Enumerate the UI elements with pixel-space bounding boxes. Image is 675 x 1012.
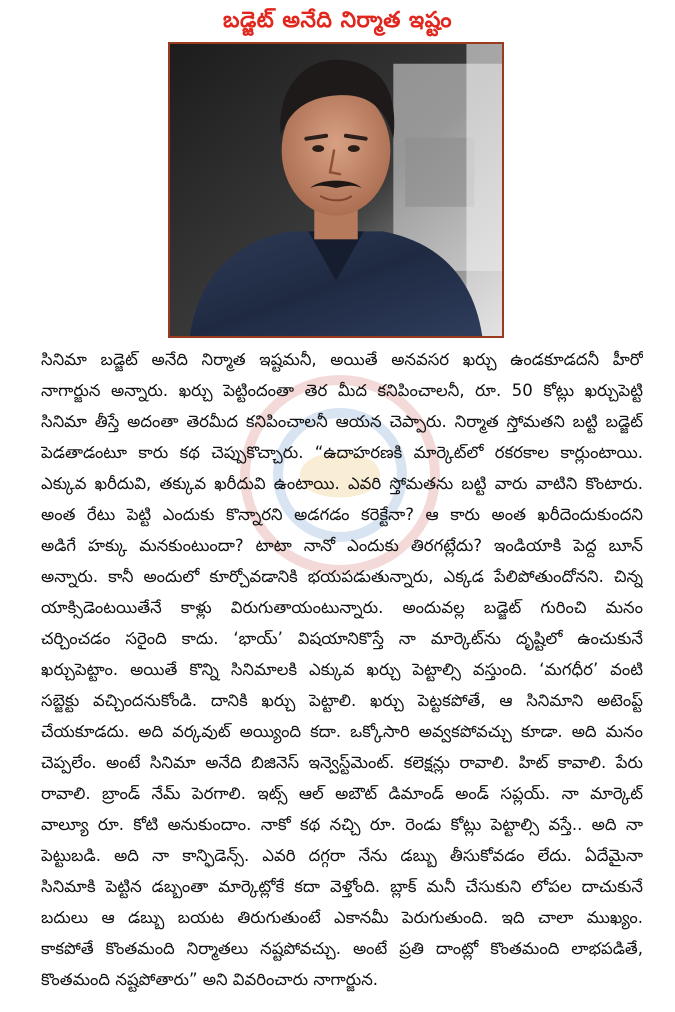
- article-line: ఖర్చుపెట్టాం. అయితే కొన్ని సినిమాలకి ఎక్కువ ఖర్చు పెట్టాల్సి వస్తుంది. ‘మగధీర’ వంటి: [41, 660, 643, 679]
- article-line: సబ్జెక్టు వచ్చిందనుకోండి. దానికి ఖర్చు పెట్టాలి. ఖర్చు పెట్టకపోతే, ఆ సినిమాని అటెంప్ట్: [41, 691, 643, 710]
- article-line: రావాలి. బ్రాండ్ నేమ్ పెరగాలి. ఇట్స్ ఆల్ అబౌట్ డిమాండ్ అండ్ సప్లయ్. నా మార్కెట్: [41, 784, 643, 803]
- article-line: చేయకూడదు. అది వర్కవుట్ అయ్యింది కదా. ఒక్కోసారి అవ్వకపోవచ్చు కూడా. అది మనం: [41, 722, 643, 741]
- article-body: [41, 344, 643, 995]
- article-line: అన్నారు. కానీ అందులో కూర్చోవడానికి భయపడుతున్నారు, ఎక్కడ పేలిపోతుందోనని. చిన్న: [41, 567, 643, 586]
- article-line: చెప్పలేం. అంటే సినిమా అనేది బిజినెస్ ఇన్వెస్ట్‌మెంట్. కలెక్షన్లు రావాలి. హిట్ కావాలి. పేరు: [41, 753, 643, 772]
- article-line: సినిమాకి పెట్టిన డబ్బంతా మార్కెట్లోకే కదా వెళ్తోంది. బ్లాక్ మనీ చేసుకుని లోపల దాచుకునే: [41, 877, 643, 896]
- actor-photo: [168, 42, 504, 338]
- article-line: సినిమా బడ్జెట్ అనేది నిర్మాత ఇష్టమనీ, అయితే అనవసర ఖర్చు ఉండకూడదనీ హీరో: [41, 350, 643, 369]
- actor-photo-illustration: [170, 44, 502, 336]
- article-line: కొంతమంది నష్టపోతారు” అని వివరించారు నాగార్జున.: [41, 970, 379, 989]
- article-line: యాక్సిడెంటయితేనే కాళ్లు విరుగుతాయంటున్నారు. అందువల్ల బడ్జెట్ గురించి మనం: [41, 598, 643, 617]
- article-line: అంత రేటు పెట్టి ఎందుకు కొన్నారని అడగడం కరెక్టేనా? ఆ కారు అంత ఖరీదెందుకుందని: [41, 505, 643, 524]
- article-line: వాల్యూ రూ. కోటి అనుకుందాం. నాకో కథ నచ్చి రూ. రెండు కోట్లు పెట్టాల్సి వస్తే.. అది నా: [41, 815, 643, 834]
- article-line: పెట్టుబడి. అది నా కాన్ఫిడెన్స్. ఎవరి దగ్గరా నేను డబ్బు తీసుకోవడం లేదు. ఏదేమైనా: [41, 846, 643, 865]
- article-line: పెడతాడంటూ కారు కథ చెప్పుకొచ్చారు. “ఉదాహరణకి మార్కెట్‌లో రకరకాల కార్లుంటాయి.: [41, 443, 643, 462]
- article-line: ఎక్కువ ఖరీదువి, తక్కువ ఖరీదువి ఉంటాయి. ఎవరి స్తోమతను బట్టి వారు వాటిని కొంటారు.: [41, 474, 643, 493]
- article-line: సినిమా తీస్తే అదంతా తెరమీద కనిపించాలనీ ఆయన చెప్పారు. నిర్మాత స్తోమతని బట్టి బడ్జెట్: [41, 412, 643, 431]
- article-line: అడిగే హక్కు మనకుంటుందా? టాటా నానో ఎందుకు తిరగట్లేదు? ఇండియాకి పెద్ద బూన్: [41, 536, 643, 555]
- article-headline: బడ్జెట్ అనేది నిర్మాత ఇష్టం: [222, 8, 453, 33]
- article-line: చర్చించడం సరైంది కాదు. ‘భాయ్’ విషయానికొస్తే నా మార్కెట్‌ను దృష్టిలో ఉంచుకునే: [41, 629, 643, 648]
- article-line: నాగార్జున అన్నారు. ఖర్చు పెట్టిందంతా తెర మీద కనిపించాలనీ, రూ. 50 కోట్లు ఖర్చుపెట్టి: [41, 381, 643, 400]
- article-line: బదులు ఆ డబ్బు బయట తిరుగుతుంటే ఎకానమీ పెరుగుతుంది. ఇది చాలా ముఖ్యం.: [41, 908, 643, 927]
- article-line: కాకపోతే కొంతమంది నిర్మాతలు నష్టపోవచ్చు. అంటే ప్రతి దాంట్లో కొంతమంది లాభపడితే,: [41, 939, 643, 958]
